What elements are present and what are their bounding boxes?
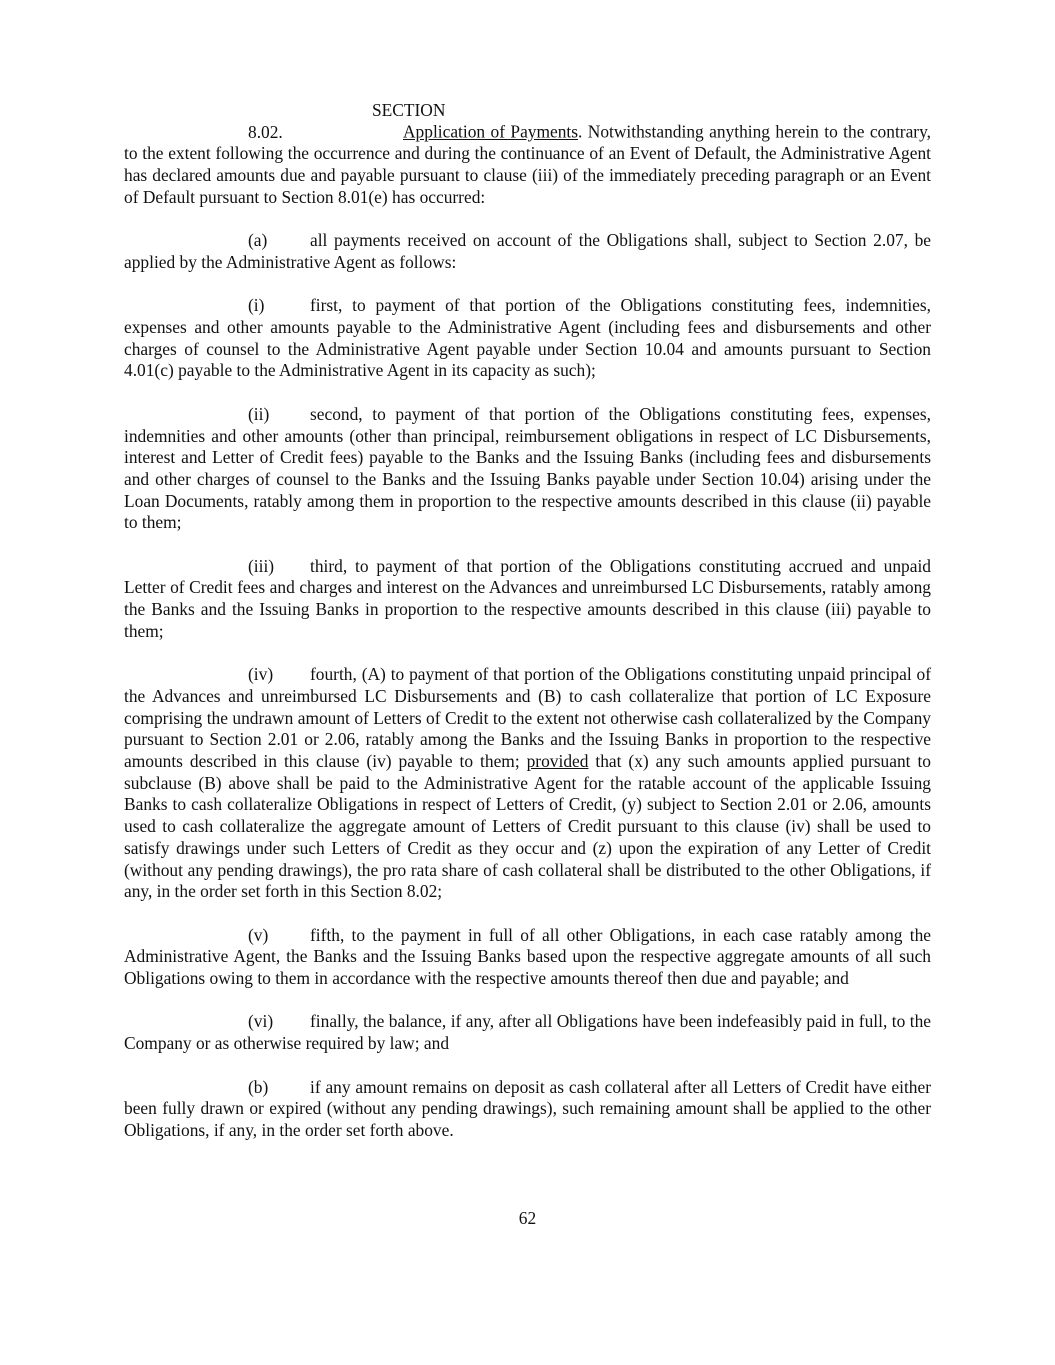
section-intro-text: . Notwithstanding anything herein to the contrary, to the extent following the occurrence and during the continuance of an Event of Default, the Administrative Agent has declared amounts due and payable pursuant to clause (iii) of the immediately preceding paragraph or an Event of Default pursuant to Section 8.01(e) has occurred:: [124, 121, 931, 207]
item-iv-text-after: that (x) any such amounts applied pursuant to subclause (B) above shall be paid to the Administrative Agent for the ratable account of the applicable Issuing Banks to cash collateralize Obligations in respect of Letters of Credit, (y) subject to Section 2.01 or 2.06, amounts used to cash collateralize the aggregate amount of Letters of Credit pursuant to this clause (iv) shall be used to satisfy drawings under such Letters of Credit as they occur and (z) upon the expiration of any Letter of Credit (without any pending drawings), the pro rata share of cash collateral shall be distributed to the other Obligations, if any, in the order set forth in this Section 8.02;: [124, 751, 931, 902]
item-iii-text: third, to payment of that portion of the Obligations constituting accrued and unpaid Letter of Credit fees and charges and interest on the Advances and unreimbursed LC Disbursements, ratably among the Banks and the Issuing Banks in proportion to the respective amounts described in this clause (iii) payable to them;: [124, 555, 931, 641]
item-vi-label: (vi): [248, 1011, 274, 1032]
item-i-paragraph: [124, 295, 931, 382]
page-number: 62: [518, 1208, 537, 1228]
document-page: [124, 100, 931, 1163]
item-vi-text: finally, the balance, if any, after all Obligations have been indefeasibly paid in full, to the Company or as otherwise required by law; and: [124, 1011, 931, 1054]
item-iii-label: (iii): [248, 555, 275, 576]
item-i-text: first, to payment of that portion of the Obligations constituting fees, indemnities, expenses and other amounts payable to the Administrative Agent (including fees and disbursements and other charges of counsel to the Administrative Agent payable under Section 10.04 and amounts pursuant to Section 4.01(c) payable to the Administrative Agent in its capacity as such);: [124, 295, 931, 381]
item-ii-text: second, to payment of that portion of the Obligations constituting fees, expenses, indemnities and other amounts (other than principal, reimbursement obligations in respect of LC Disbursements, interest and Letter of Credit fees) payable to the Banks and the Issuing Banks (including fees and disbursements and other charges of counsel to the Banks and the Issuing Banks payable under Section 10.04) arising under the Loan Documents, ratably among them in proportion to the respective amounts described in this clause (ii) payable to them;: [124, 403, 931, 533]
item-vi-paragraph: [124, 1011, 931, 1054]
section-heading: Application of Payments: [403, 121, 579, 142]
item-i-label: (i): [248, 295, 265, 316]
clause-b-paragraph: [124, 1077, 931, 1142]
clause-a-label: (a): [248, 230, 268, 251]
item-v-paragraph: [124, 925, 931, 990]
item-ii-paragraph: [124, 404, 931, 534]
section-label: SECTION 8.02.: [248, 100, 446, 142]
provided-term: provided: [526, 751, 589, 772]
item-iv-text-before: fourth, (A) to payment of that portion of the Obligations constituting unpaid principal of the Advances and unreimbursed LC Disbursements and (B) to cash collateralize that portion of LC Exposure comprising the undrawn amount of Letters of Credit to the extent not otherwise cash collateralized by the Company pursuant to Section 2.01 or 2.06, ratably among the Banks and the Issuing Banks in proportion to the respective amounts described in this clause (iv) payable to them;: [124, 664, 931, 772]
item-ii-label: (ii): [248, 403, 270, 424]
item-iv-paragraph: [124, 664, 931, 903]
item-iv-label: (iv): [248, 664, 274, 685]
item-v-text: fifth, to the payment in full of all other Obligations, in each case ratably among the Administrative Agent, the Banks and the Issuing Banks based upon the respective aggregate amounts of all such Obligations owing to them in accordance with the respective amounts thereof then due and payable; and: [124, 924, 931, 989]
item-v-label: (v): [248, 924, 269, 945]
clause-b-label: (b): [248, 1076, 269, 1097]
clause-a-paragraph: [124, 230, 931, 273]
clause-b-text: if any amount remains on deposit as cash collateral after all Letters of Credit have either been fully drawn or expired (without any pending drawings), such remaining amount shall be applied to the other Obligations, if any, in the order set forth above.: [124, 1076, 931, 1140]
item-iii-paragraph: [124, 556, 931, 643]
section-intro-paragraph: [124, 100, 931, 209]
clause-a-text: all payments received on account of the Obligations shall, subject to Section 2.07, be applied by the Administrative Agent as follows:: [124, 230, 931, 272]
